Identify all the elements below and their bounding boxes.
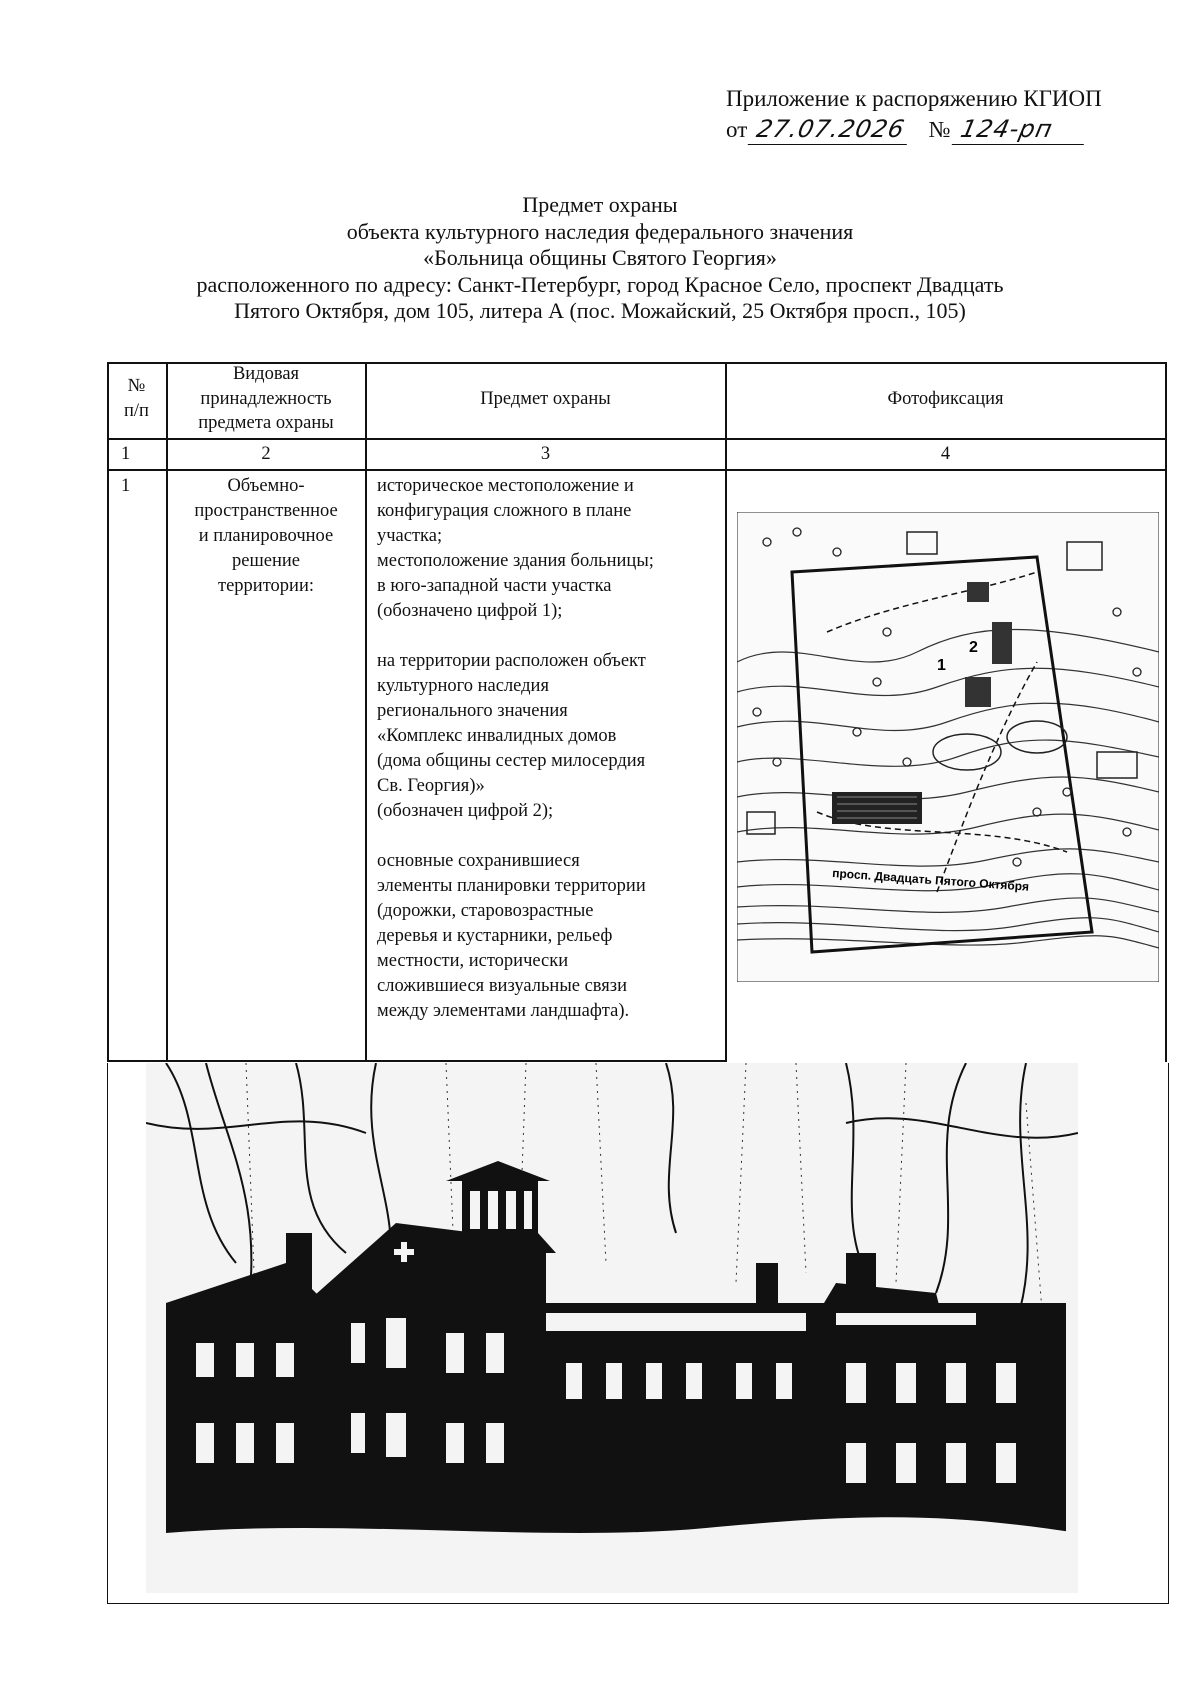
protection-table <box>107 362 1167 1062</box>
title-line-3: «Больница общины Святого Георгия» <box>423 245 777 270</box>
map-marker-1: 1 <box>937 657 946 674</box>
header-subject: Предмет охраны <box>480 389 611 409</box>
subject-line: участка; <box>377 526 443 546</box>
col-rule-2 <box>365 362 367 1062</box>
subject-line: основные сохранившиеся <box>377 851 580 871</box>
photo-frame <box>107 1063 1169 1604</box>
table-right-rule <box>1165 362 1167 1062</box>
map-marker-2: 2 <box>969 639 978 656</box>
header-type-line: Видовая <box>232 364 300 384</box>
handwritten-date: 27.07.2026 <box>748 114 914 145</box>
appendix-line: Приложение к распоряжению КГИОП <box>726 86 1102 111</box>
row-bottom-rule <box>107 1060 727 1062</box>
row-type-line: Объемно- <box>227 476 305 496</box>
from-label: от <box>726 117 748 142</box>
subject-line: регионального значения <box>377 701 568 721</box>
numbers-bottom-rule <box>107 469 1167 471</box>
subject-line: местности, исторически <box>377 951 569 971</box>
title-line-1: Предмет охраны <box>522 192 678 217</box>
appendix-date-number <box>726 114 1126 145</box>
title-line-2: объекта культурного наследия федерального значения <box>346 218 854 244</box>
subject-line: (обозначен цифрой 2); <box>377 801 554 821</box>
handwritten-number: 124-рп <box>951 114 1090 145</box>
header-type-line: принадлежность <box>200 388 332 409</box>
col-rule-3 <box>725 362 727 1062</box>
row-type-line: и планировочное <box>198 526 334 546</box>
row-number: 1 <box>121 476 131 496</box>
row-type-line: территории: <box>218 576 314 596</box>
subject-line: местоположение здания больницы; <box>377 551 654 571</box>
building-shape <box>965 677 991 707</box>
header-num <box>107 374 166 424</box>
document-title <box>0 192 1200 325</box>
subject-line: на территории расположен объект <box>377 651 646 671</box>
site-plan-map <box>737 512 1159 982</box>
subject-line: деревья и кустарники, рельеф <box>377 926 613 946</box>
subject-line: в юго-западной части участка <box>377 576 612 596</box>
header-type-line: предмета охраны <box>198 413 334 433</box>
building-shape <box>992 622 1012 664</box>
row-type-line: решение <box>232 551 300 571</box>
subject-line: между элементами ландшафта). <box>377 1001 630 1021</box>
subject-line: Св. Георгия)» <box>377 776 485 796</box>
subject-line: «Комплекс инвалидных домов <box>377 726 617 746</box>
number-label: № <box>928 117 951 142</box>
subject-line: (дома общины сестер милосердия <box>377 751 646 771</box>
header-bottom-rule <box>107 438 1167 440</box>
header-num-line: п/п <box>124 401 149 421</box>
subject-line: сложившиеся визуальные связи <box>377 976 628 996</box>
col-number-2: 2 <box>261 444 271 464</box>
building-shape <box>967 582 989 602</box>
header-photo: Фотофиксация <box>887 389 1004 409</box>
row-type <box>167 474 365 599</box>
header-type <box>167 362 365 436</box>
subject-line: (обозначено цифрой 1); <box>377 601 563 621</box>
table-left-rule <box>107 362 109 1062</box>
map-street-label: просп. Двадцать Пятого Октября <box>831 866 1030 894</box>
row-subject <box>377 474 722 1024</box>
subject-line: историческое местоположение и <box>377 476 634 496</box>
subject-gap <box>377 824 722 849</box>
col-number-4: 4 <box>940 444 951 464</box>
row-type-line: пространственное <box>194 501 338 521</box>
title-line-5: Пятого Октября, дом 105, литера А (пос. Можайский, 25 Октября просп., 105) <box>234 298 966 323</box>
subject-line: конфигурация сложного в плане <box>377 501 632 521</box>
subject-line: элементы планировки территории <box>377 876 646 896</box>
header-num-line: № <box>127 376 146 396</box>
col-rule-1 <box>166 362 168 1062</box>
col-number-3: 3 <box>540 444 551 464</box>
appendix-reference <box>726 84 1126 145</box>
subject-line: культурного наследия <box>377 676 549 696</box>
subject-gap <box>377 624 722 649</box>
col-number-1: 1 <box>121 444 131 464</box>
hospital-photo <box>146 1063 1078 1593</box>
title-line-4: расположенного по адресу: Санкт-Петербург, город Красное Село, проспект Двадцать <box>196 271 1004 297</box>
subject-line: (дорожки, старовозрастные <box>377 901 594 921</box>
